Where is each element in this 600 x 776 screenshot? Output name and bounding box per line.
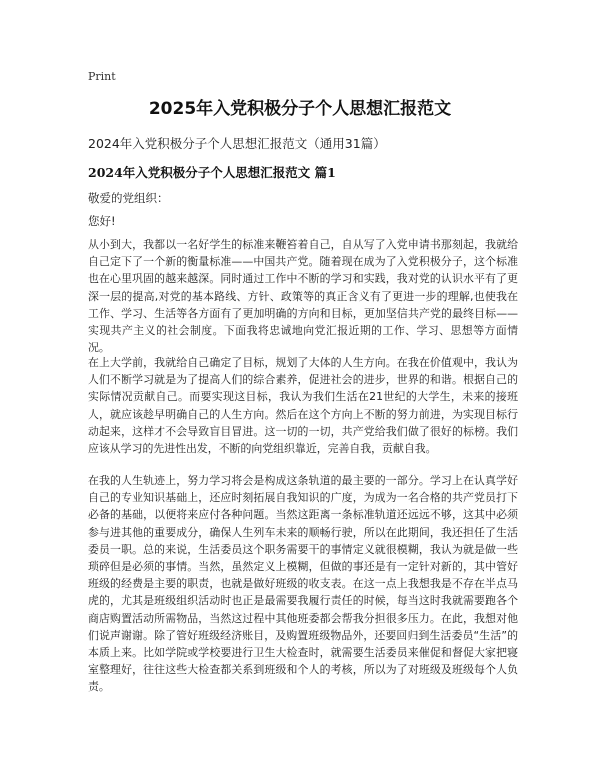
document-subtitle: 2024年入党积极分子个人思想汇报范文（通用31篇）	[88, 136, 386, 151]
section-heading: 2024年入党积极分子个人思想汇报范文 篇1	[88, 165, 336, 180]
salutation: 敬爱的党组织：	[88, 191, 169, 205]
print-link[interactable]: Print	[88, 70, 116, 83]
greeting: 您好!	[88, 214, 116, 228]
body-paragraph: 从小到大，我都以一名好学生的标准来鞭笞着自己，自从写了入党申请书那刻起，我就给自己定下了一个新的衡量标准——中国共产党。随着现在成为了入党积极分子，这个标准也在心里巩固的越来越深。同时通过工作中不断的学习和实践，我对党的认识水平有了更深一层的提高,对党的基本路线、方针、政策等的真正含义有了更进一步的理解,也使我在工作、学习、生活等各方面有了更加明确的方向和目标，更加坚信共产党的最终目标——实现共产主义的社会制度。下面我将忠诚地向党汇报近期的工作、学习、思想等方面情况。	[88, 238, 518, 355]
body-paragraph: 在上大学前，我就给自己确定了目标，规划了大体的人生方向。在我在价值观中，我认为人们不断学习就是为了提高人们的综合素养，促进社会的进步，世界的和谐。根据自己的实际情况贡献自己。而要实现这目标，我认为我们生活在21世纪的大学生，未来的接班人，就应该趁早明确自己的人生方向。然后在这个方向上不断的努力前进，为实现目标行动起来，这样才不会导致盲目冒进。这一切的一切，共产党给我们做了很好的标榜。我们应该从学习的先进性出发，不断的向党组织靠近，完善自我，贡献自我。	[88, 356, 518, 456]
page-title: 2025年入党积极分子个人思想汇报范文	[148, 99, 452, 119]
body-paragraph: 在我的人生轨迹上，努力学习将会是构成这条轨道的最主要的一部分。学习上在认真学好自己的专业知识基础上，还应时刻拓展自我知识的广度，为成为一名合格的共产党员打下必备的基础，以便将来应付各种问题。当然这距离一条标准轨道还远远不够，这其中必须参与进其他的重要成分，确保人生列车未来的顺畅行驶，所以在此期间，我还担任了生活委员一职。总的来说，生活委员这个职务需要干的事情定义就很模糊，我认为就是做一些琐碎但是必须的事情。当然，虽然定义上模糊，但做的事还是有一定针对新的，其中管好班级的经费是主要的职责，也就是做好班级的收支表。在这一点上我想我是不存在半点马虎的，尤其是班级组织活动时也正是最需要我履行责任的时候，每当这时我就需要跑各个商店购置活动所需物品，当然这过程中其他班委都会帮我分担很多压力。在此，我想对他们说声谢谢。除了管好班级经济账目，及购置班级物品外，还要回归到生活委员“生活”的本质上来。比如学院或学校要进行卫生大检查时，就需要生活委员来催促和督促大家把寝室整理好，往往这些大检查都关系到班级和个人的考核，所以为了对班级及班级每个人负责。	[88, 474, 518, 694]
